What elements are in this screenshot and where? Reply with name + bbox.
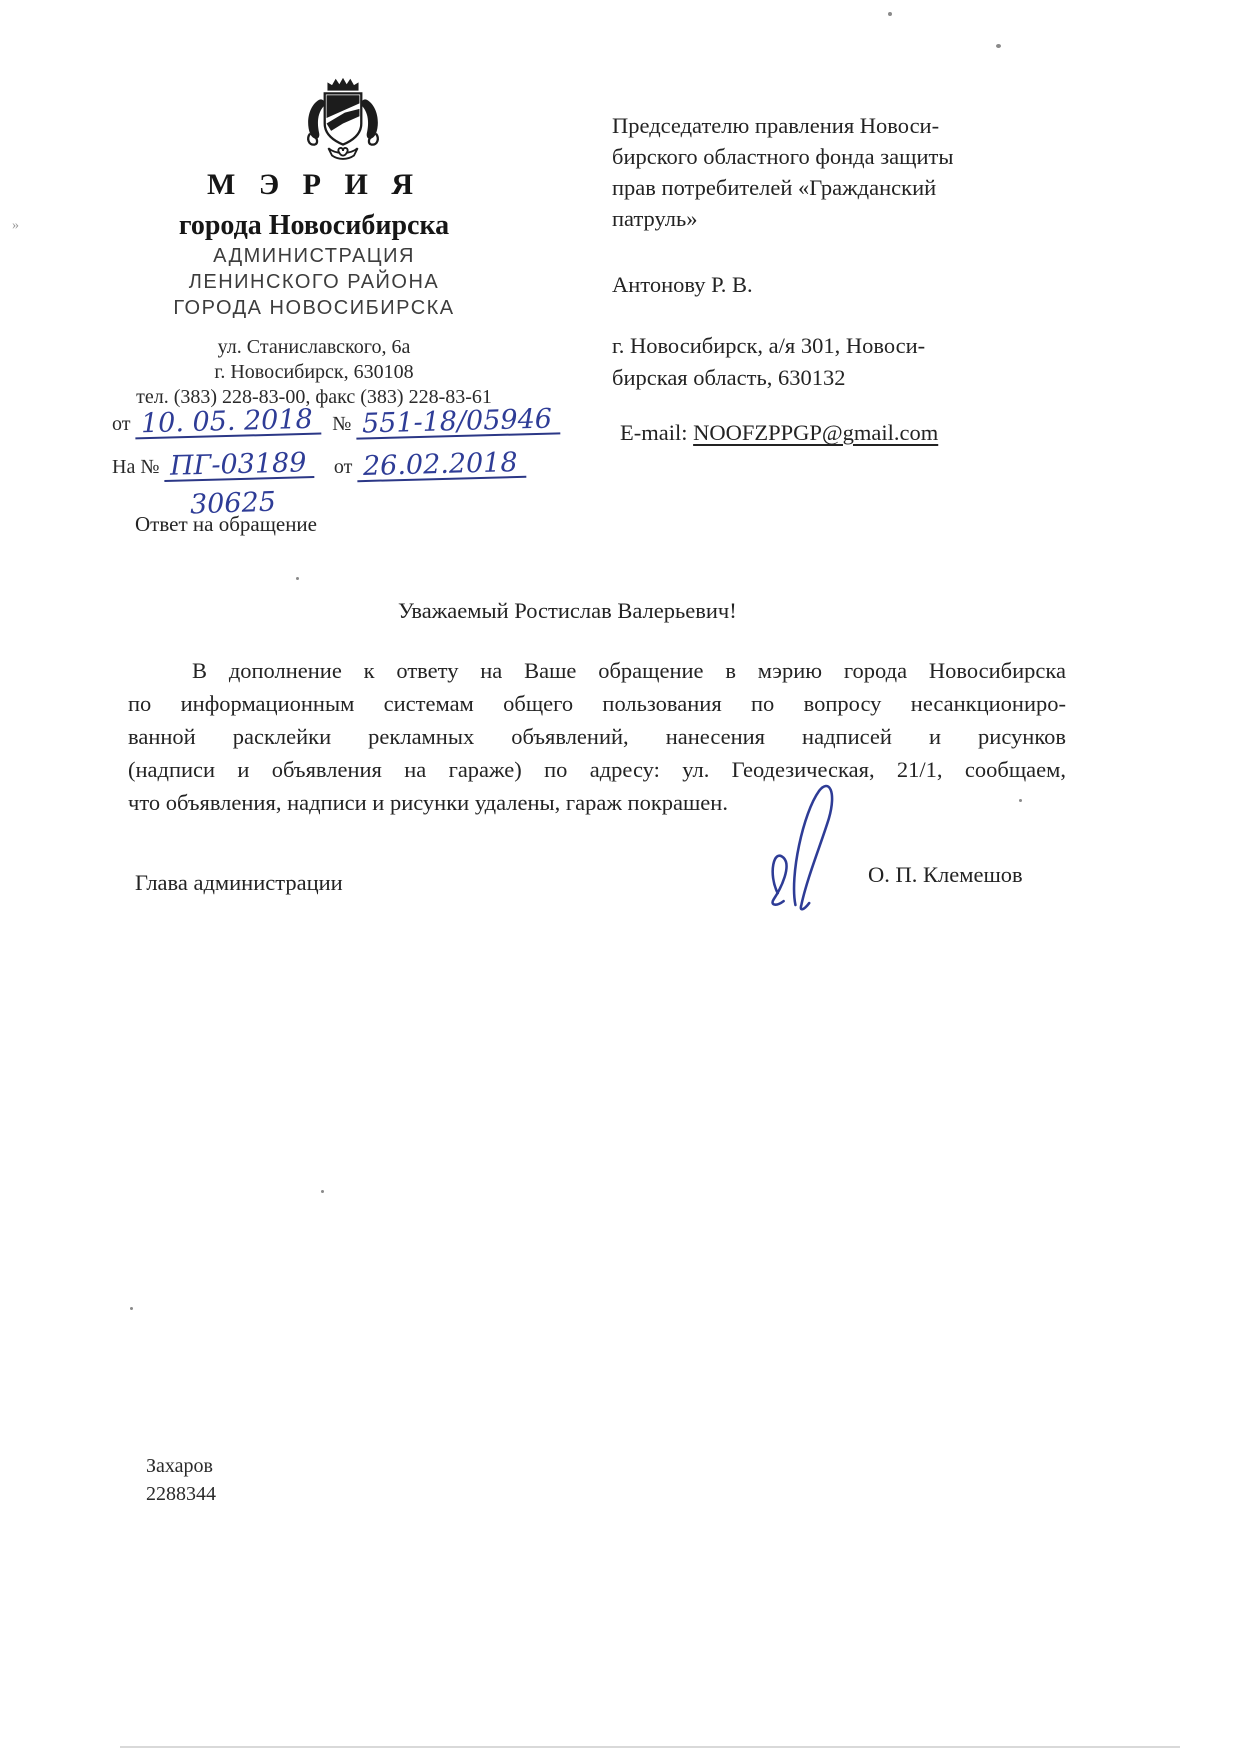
salutation: Уважаемый Ростислав Валерьевич! [398, 598, 737, 623]
recipient-address-line: г. Новосибирск, а/я 301, Новоси- [612, 333, 926, 358]
body-line: по информационным системам общего пользования по вопросу несанкциониро- [128, 691, 1066, 716]
outgoing-date-handwritten: 10. 05. 2018 [135, 406, 321, 440]
recipient-name: Антонову Р. В. [612, 272, 753, 297]
org-sub-line1: АДМИНИСТРАЦИЯ [213, 245, 415, 267]
body-line: (надписи и объявления на гараже) по адресу: ул. Геодезическая, 21/1, сообщаем, [128, 757, 1066, 782]
recipient-line: патруль» [612, 206, 698, 231]
body-paragraph [128, 654, 1066, 819]
number-label: № [332, 413, 352, 435]
scan-speck [996, 44, 1001, 48]
scan-speck [888, 12, 892, 16]
outgoing-number-handwritten: 551-18/05946 [356, 405, 561, 439]
novosibirsk-coat-of-arms-icon [295, 76, 391, 172]
email-address: NOOFZPPGP@gmail.com [693, 420, 939, 445]
reference-block [112, 403, 592, 521]
scan-speck [130, 1307, 133, 1310]
incoming-number-handwritten: ПГ-03189 [164, 449, 315, 482]
org-address-line1: ул. Станиславского, 6а [217, 336, 411, 358]
executor-phone: 2288344 [146, 1483, 216, 1505]
org-address-line2: г. Новосибирск, 630108 [214, 361, 414, 383]
org-sub-line2: ЛЕНИНСКОГО РАЙОНА [188, 271, 440, 293]
letterhead [90, 168, 538, 409]
executor-name: Захаров [146, 1455, 213, 1477]
org-name-line2: города Новосибирска [178, 210, 450, 241]
reply-from-label: от [333, 456, 353, 478]
scan-speck [321, 1190, 324, 1193]
org-name-line1: М Э Р И Я [207, 168, 421, 201]
reply-label: На № [112, 456, 160, 478]
body-line: ванной расклейки рекламных объявлений, нанесения надписей и рисунков [128, 724, 1066, 749]
org-sub-line3: ГОРОДА НОВОСИБИРСКА [173, 297, 455, 319]
body-line: В дополнение к ответу на Ваше обращение в мэрию города Новосибирска [192, 658, 1066, 683]
recipient-address [612, 330, 1042, 394]
incoming-ref-line [112, 447, 592, 483]
scan-bottom-edge [120, 1746, 1180, 1748]
executor-block [146, 1452, 216, 1508]
org-phone-line: тел. (383) 228-83-00, факс (383) 228-83-61 [136, 386, 492, 408]
subject-line: Ответ на обращение [135, 512, 317, 536]
recipient-line: бирского областного фонда защиты [612, 144, 954, 169]
body-line: что объявления, надписи и рисунки удалены, гараж покрашен. [128, 790, 728, 815]
scan-edge-mark: » [12, 218, 19, 233]
incoming-date-handwritten: 26.02.2018 [357, 449, 526, 482]
handwritten-signature [762, 778, 880, 918]
outgoing-ref-line [112, 403, 592, 440]
email-label: E-mail: [620, 420, 688, 445]
recipient-line: Председателю правления Новоси- [612, 113, 940, 138]
signer-position-title: Глава администрации [135, 870, 343, 895]
from-label: от [112, 413, 131, 435]
recipient-line: прав потребителей «Гражданский [612, 175, 937, 200]
signer-name: О. П. Клемешов [868, 862, 1023, 887]
recipient-address-line: бирская область, 630132 [612, 365, 846, 390]
extra-number-handwritten: 30625 [189, 486, 277, 521]
recipient-block [612, 110, 1042, 234]
email-line [620, 420, 938, 446]
scan-speck [296, 577, 299, 580]
